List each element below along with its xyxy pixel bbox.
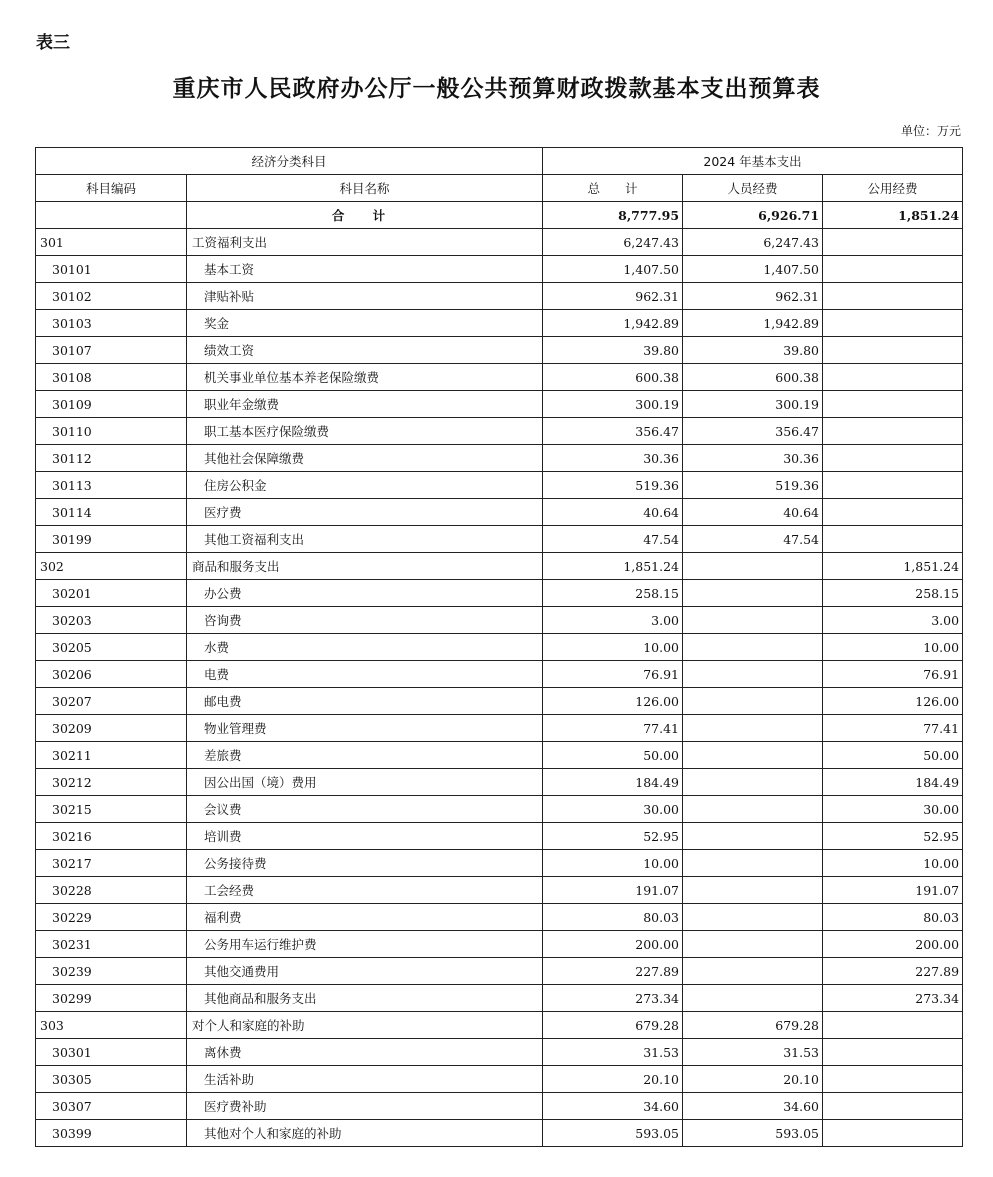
row-code: 30299: [36, 985, 187, 1012]
table-row: [36, 742, 963, 769]
row-name: 差旅费: [187, 742, 543, 769]
table-row: [36, 1012, 963, 1039]
table-row: [36, 229, 963, 256]
row-name: 生活补助: [187, 1066, 543, 1093]
header-total: 总 计: [543, 175, 683, 202]
row-code: 30199: [36, 526, 187, 553]
row-personnel: [683, 715, 823, 742]
row-public: [823, 256, 963, 283]
row-personnel: [683, 553, 823, 580]
row-public: [823, 1066, 963, 1093]
row-code: 30114: [36, 499, 187, 526]
row-total: 1,851.24: [543, 553, 683, 580]
row-public: [823, 418, 963, 445]
row-total: 600.38: [543, 364, 683, 391]
row-total: 6,247.43: [543, 229, 683, 256]
row-public: 126.00: [823, 688, 963, 715]
unit-label: 单位：万元: [900, 124, 961, 138]
row-public: 76.91: [823, 661, 963, 688]
row-total: 47.54: [543, 526, 683, 553]
row-personnel: 356.47: [683, 418, 823, 445]
row-public: 50.00: [823, 742, 963, 769]
row-name: 其他商品和服务支出: [187, 985, 543, 1012]
row-personnel: 39.80: [683, 337, 823, 364]
row-personnel: 519.36: [683, 472, 823, 499]
row-name: 会议费: [187, 796, 543, 823]
row-total: 126.00: [543, 688, 683, 715]
row-name: 因公出国（境）费用: [187, 769, 543, 796]
row-total: 50.00: [543, 742, 683, 769]
row-total: 962.31: [543, 283, 683, 310]
table-row: [36, 607, 963, 634]
row-name: 绩效工资: [187, 337, 543, 364]
row-public: [823, 337, 963, 364]
table-row: [36, 364, 963, 391]
row-public: 273.34: [823, 985, 963, 1012]
row-code: 30109: [36, 391, 187, 418]
row-total: 191.07: [543, 877, 683, 904]
row-code: 30107: [36, 337, 187, 364]
row-personnel: [683, 958, 823, 985]
row-total: 10.00: [543, 634, 683, 661]
table-row: [36, 715, 963, 742]
row-code: 30101: [36, 256, 187, 283]
table-row: [36, 1120, 963, 1147]
row-name: 福利费: [187, 904, 543, 931]
row-public: 10.00: [823, 850, 963, 877]
row-total: 80.03: [543, 904, 683, 931]
row-personnel: 593.05: [683, 1120, 823, 1147]
header-personnel-expense: 人员经费: [683, 175, 823, 202]
row-personnel: 962.31: [683, 283, 823, 310]
row-code: 30112: [36, 445, 187, 472]
row-code: 30211: [36, 742, 187, 769]
row-code: 30307: [36, 1093, 187, 1120]
table-row: [36, 1066, 963, 1093]
row-code: 303: [36, 1012, 187, 1039]
row-public: 77.41: [823, 715, 963, 742]
row-personnel: 1,942.89: [683, 310, 823, 337]
table-row: [36, 850, 963, 877]
row-personnel: [683, 580, 823, 607]
row-total: 300.19: [543, 391, 683, 418]
total-row: [36, 202, 963, 229]
row-total: 1,942.89: [543, 310, 683, 337]
row-total: 1,407.50: [543, 256, 683, 283]
header-econ-category: 经济分类科目: [36, 148, 543, 175]
row-total: 77.41: [543, 715, 683, 742]
table-row: [36, 445, 963, 472]
row-personnel: [683, 634, 823, 661]
row-total: 593.05: [543, 1120, 683, 1147]
row-personnel: 47.54: [683, 526, 823, 553]
row-public: [823, 283, 963, 310]
header-row-1: [36, 148, 963, 175]
row-code: 30301: [36, 1039, 187, 1066]
row-total: 184.49: [543, 769, 683, 796]
row-public: 191.07: [823, 877, 963, 904]
row-public: 10.00: [823, 634, 963, 661]
table-row: [36, 499, 963, 526]
row-code: 30216: [36, 823, 187, 850]
table-row: [36, 904, 963, 931]
header-public-expense: 公用经费: [823, 175, 963, 202]
row-name: 电费: [187, 661, 543, 688]
row-personnel: [683, 850, 823, 877]
row-public: 1,851.24: [823, 553, 963, 580]
table-row: [36, 688, 963, 715]
row-name: 商品和服务支出: [187, 553, 543, 580]
table-row: [36, 985, 963, 1012]
document-label: 表三: [36, 33, 70, 53]
table-row: [36, 526, 963, 553]
row-name: 机关事业单位基本养老保险缴费: [187, 364, 543, 391]
total-total-value: 8,777.95: [543, 202, 683, 229]
row-total: 679.28: [543, 1012, 683, 1039]
row-total: 40.64: [543, 499, 683, 526]
row-personnel: [683, 607, 823, 634]
row-public: [823, 445, 963, 472]
row-code: 30229: [36, 904, 187, 931]
row-total: 39.80: [543, 337, 683, 364]
row-code: 30228: [36, 877, 187, 904]
row-public: 80.03: [823, 904, 963, 931]
row-total: 227.89: [543, 958, 683, 985]
table-row: [36, 310, 963, 337]
row-public: [823, 391, 963, 418]
page-title: 重庆市人民政府办公厅一般公共预算财政拨款基本支出预算表: [172, 76, 821, 102]
row-personnel: [683, 688, 823, 715]
header-subject-code: 科目编码: [36, 175, 187, 202]
row-total: 356.47: [543, 418, 683, 445]
row-public: [823, 499, 963, 526]
row-name: 职工基本医疗保险缴费: [187, 418, 543, 445]
row-total: 519.36: [543, 472, 683, 499]
header-row-2: [36, 175, 963, 202]
row-personnel: 6,247.43: [683, 229, 823, 256]
row-name: 咨询费: [187, 607, 543, 634]
row-code: 30113: [36, 472, 187, 499]
table-row: [36, 418, 963, 445]
row-code: 30207: [36, 688, 187, 715]
row-name: 基本工资: [187, 256, 543, 283]
row-personnel: 34.60: [683, 1093, 823, 1120]
row-code: 30203: [36, 607, 187, 634]
row-personnel: [683, 931, 823, 958]
row-personnel: 300.19: [683, 391, 823, 418]
row-public: [823, 364, 963, 391]
table-row: [36, 1093, 963, 1120]
row-code: 30201: [36, 580, 187, 607]
row-code: 30103: [36, 310, 187, 337]
row-code: 30231: [36, 931, 187, 958]
header-subject-name: 科目名称: [187, 175, 543, 202]
row-personnel: 20.10: [683, 1066, 823, 1093]
row-total: 258.15: [543, 580, 683, 607]
row-name: 其他对个人和家庭的补助: [187, 1120, 543, 1147]
row-name: 奖金: [187, 310, 543, 337]
row-name: 水费: [187, 634, 543, 661]
table-row: [36, 769, 963, 796]
row-name: 医疗费: [187, 499, 543, 526]
table-row: [36, 796, 963, 823]
row-code: 30239: [36, 958, 187, 985]
row-personnel: [683, 985, 823, 1012]
row-total: 20.10: [543, 1066, 683, 1093]
row-name: 对个人和家庭的补助: [187, 1012, 543, 1039]
row-public: 184.49: [823, 769, 963, 796]
table-row: [36, 1039, 963, 1066]
row-code: 30399: [36, 1120, 187, 1147]
header-year-basic-expenditure: 2024 年基本支出: [543, 148, 963, 175]
row-total: 34.60: [543, 1093, 683, 1120]
row-personnel: 31.53: [683, 1039, 823, 1066]
row-total: 273.34: [543, 985, 683, 1012]
table-row: [36, 256, 963, 283]
row-total: 76.91: [543, 661, 683, 688]
row-total: 30.36: [543, 445, 683, 472]
row-personnel: 679.28: [683, 1012, 823, 1039]
table-row: [36, 337, 963, 364]
row-personnel: [683, 742, 823, 769]
row-public: 227.89: [823, 958, 963, 985]
row-name: 其他工资福利支出: [187, 526, 543, 553]
row-public: [823, 229, 963, 256]
total-code-cell: [36, 202, 187, 229]
row-total: 30.00: [543, 796, 683, 823]
row-public: 52.95: [823, 823, 963, 850]
row-code: 30108: [36, 364, 187, 391]
row-name: 办公费: [187, 580, 543, 607]
row-personnel: 600.38: [683, 364, 823, 391]
row-code: 30110: [36, 418, 187, 445]
row-personnel: 1,407.50: [683, 256, 823, 283]
row-code: 30206: [36, 661, 187, 688]
row-public: [823, 526, 963, 553]
table-row: [36, 283, 963, 310]
table-row: [36, 823, 963, 850]
table-row: [36, 661, 963, 688]
row-public: 258.15: [823, 580, 963, 607]
row-name: 津贴补贴: [187, 283, 543, 310]
row-public: [823, 1093, 963, 1120]
row-name: 医疗费补助: [187, 1093, 543, 1120]
row-name: 物业管理费: [187, 715, 543, 742]
row-total: 10.00: [543, 850, 683, 877]
table-row: [36, 391, 963, 418]
row-public: 30.00: [823, 796, 963, 823]
row-personnel: [683, 823, 823, 850]
row-personnel: [683, 661, 823, 688]
row-name: 其他交通费用: [187, 958, 543, 985]
row-public: [823, 310, 963, 337]
row-code: 30305: [36, 1066, 187, 1093]
row-public: [823, 1039, 963, 1066]
row-name: 公务接待费: [187, 850, 543, 877]
table-row: [36, 580, 963, 607]
total-public-value: 1,851.24: [823, 202, 963, 229]
row-total: 200.00: [543, 931, 683, 958]
row-code: 30205: [36, 634, 187, 661]
row-code: 30215: [36, 796, 187, 823]
row-total: 3.00: [543, 607, 683, 634]
row-name: 工资福利支出: [187, 229, 543, 256]
row-public: [823, 1120, 963, 1147]
total-personnel-value: 6,926.71: [683, 202, 823, 229]
row-personnel: [683, 877, 823, 904]
row-name: 公务用车运行维护费: [187, 931, 543, 958]
budget-table: [35, 147, 963, 1147]
row-code: 30209: [36, 715, 187, 742]
row-personnel: [683, 904, 823, 931]
table-row: [36, 634, 963, 661]
table-row: [36, 958, 963, 985]
row-public: [823, 1012, 963, 1039]
row-name: 住房公积金: [187, 472, 543, 499]
row-code: 302: [36, 553, 187, 580]
total-label: 合 计: [187, 202, 543, 229]
row-personnel: 30.36: [683, 445, 823, 472]
table-row: [36, 472, 963, 499]
table-row: [36, 553, 963, 580]
row-public: [823, 472, 963, 499]
row-name: 离休费: [187, 1039, 543, 1066]
row-name: 培训费: [187, 823, 543, 850]
row-public: 3.00: [823, 607, 963, 634]
row-name: 邮电费: [187, 688, 543, 715]
row-code: 301: [36, 229, 187, 256]
row-total: 31.53: [543, 1039, 683, 1066]
row-name: 工会经费: [187, 877, 543, 904]
row-name: 其他社会保障缴费: [187, 445, 543, 472]
table-row: [36, 877, 963, 904]
row-code: 30217: [36, 850, 187, 877]
row-personnel: [683, 796, 823, 823]
row-code: 30212: [36, 769, 187, 796]
row-personnel: [683, 769, 823, 796]
row-personnel: 40.64: [683, 499, 823, 526]
row-code: 30102: [36, 283, 187, 310]
row-public: 200.00: [823, 931, 963, 958]
row-total: 52.95: [543, 823, 683, 850]
row-name: 职业年金缴费: [187, 391, 543, 418]
table-row: [36, 931, 963, 958]
